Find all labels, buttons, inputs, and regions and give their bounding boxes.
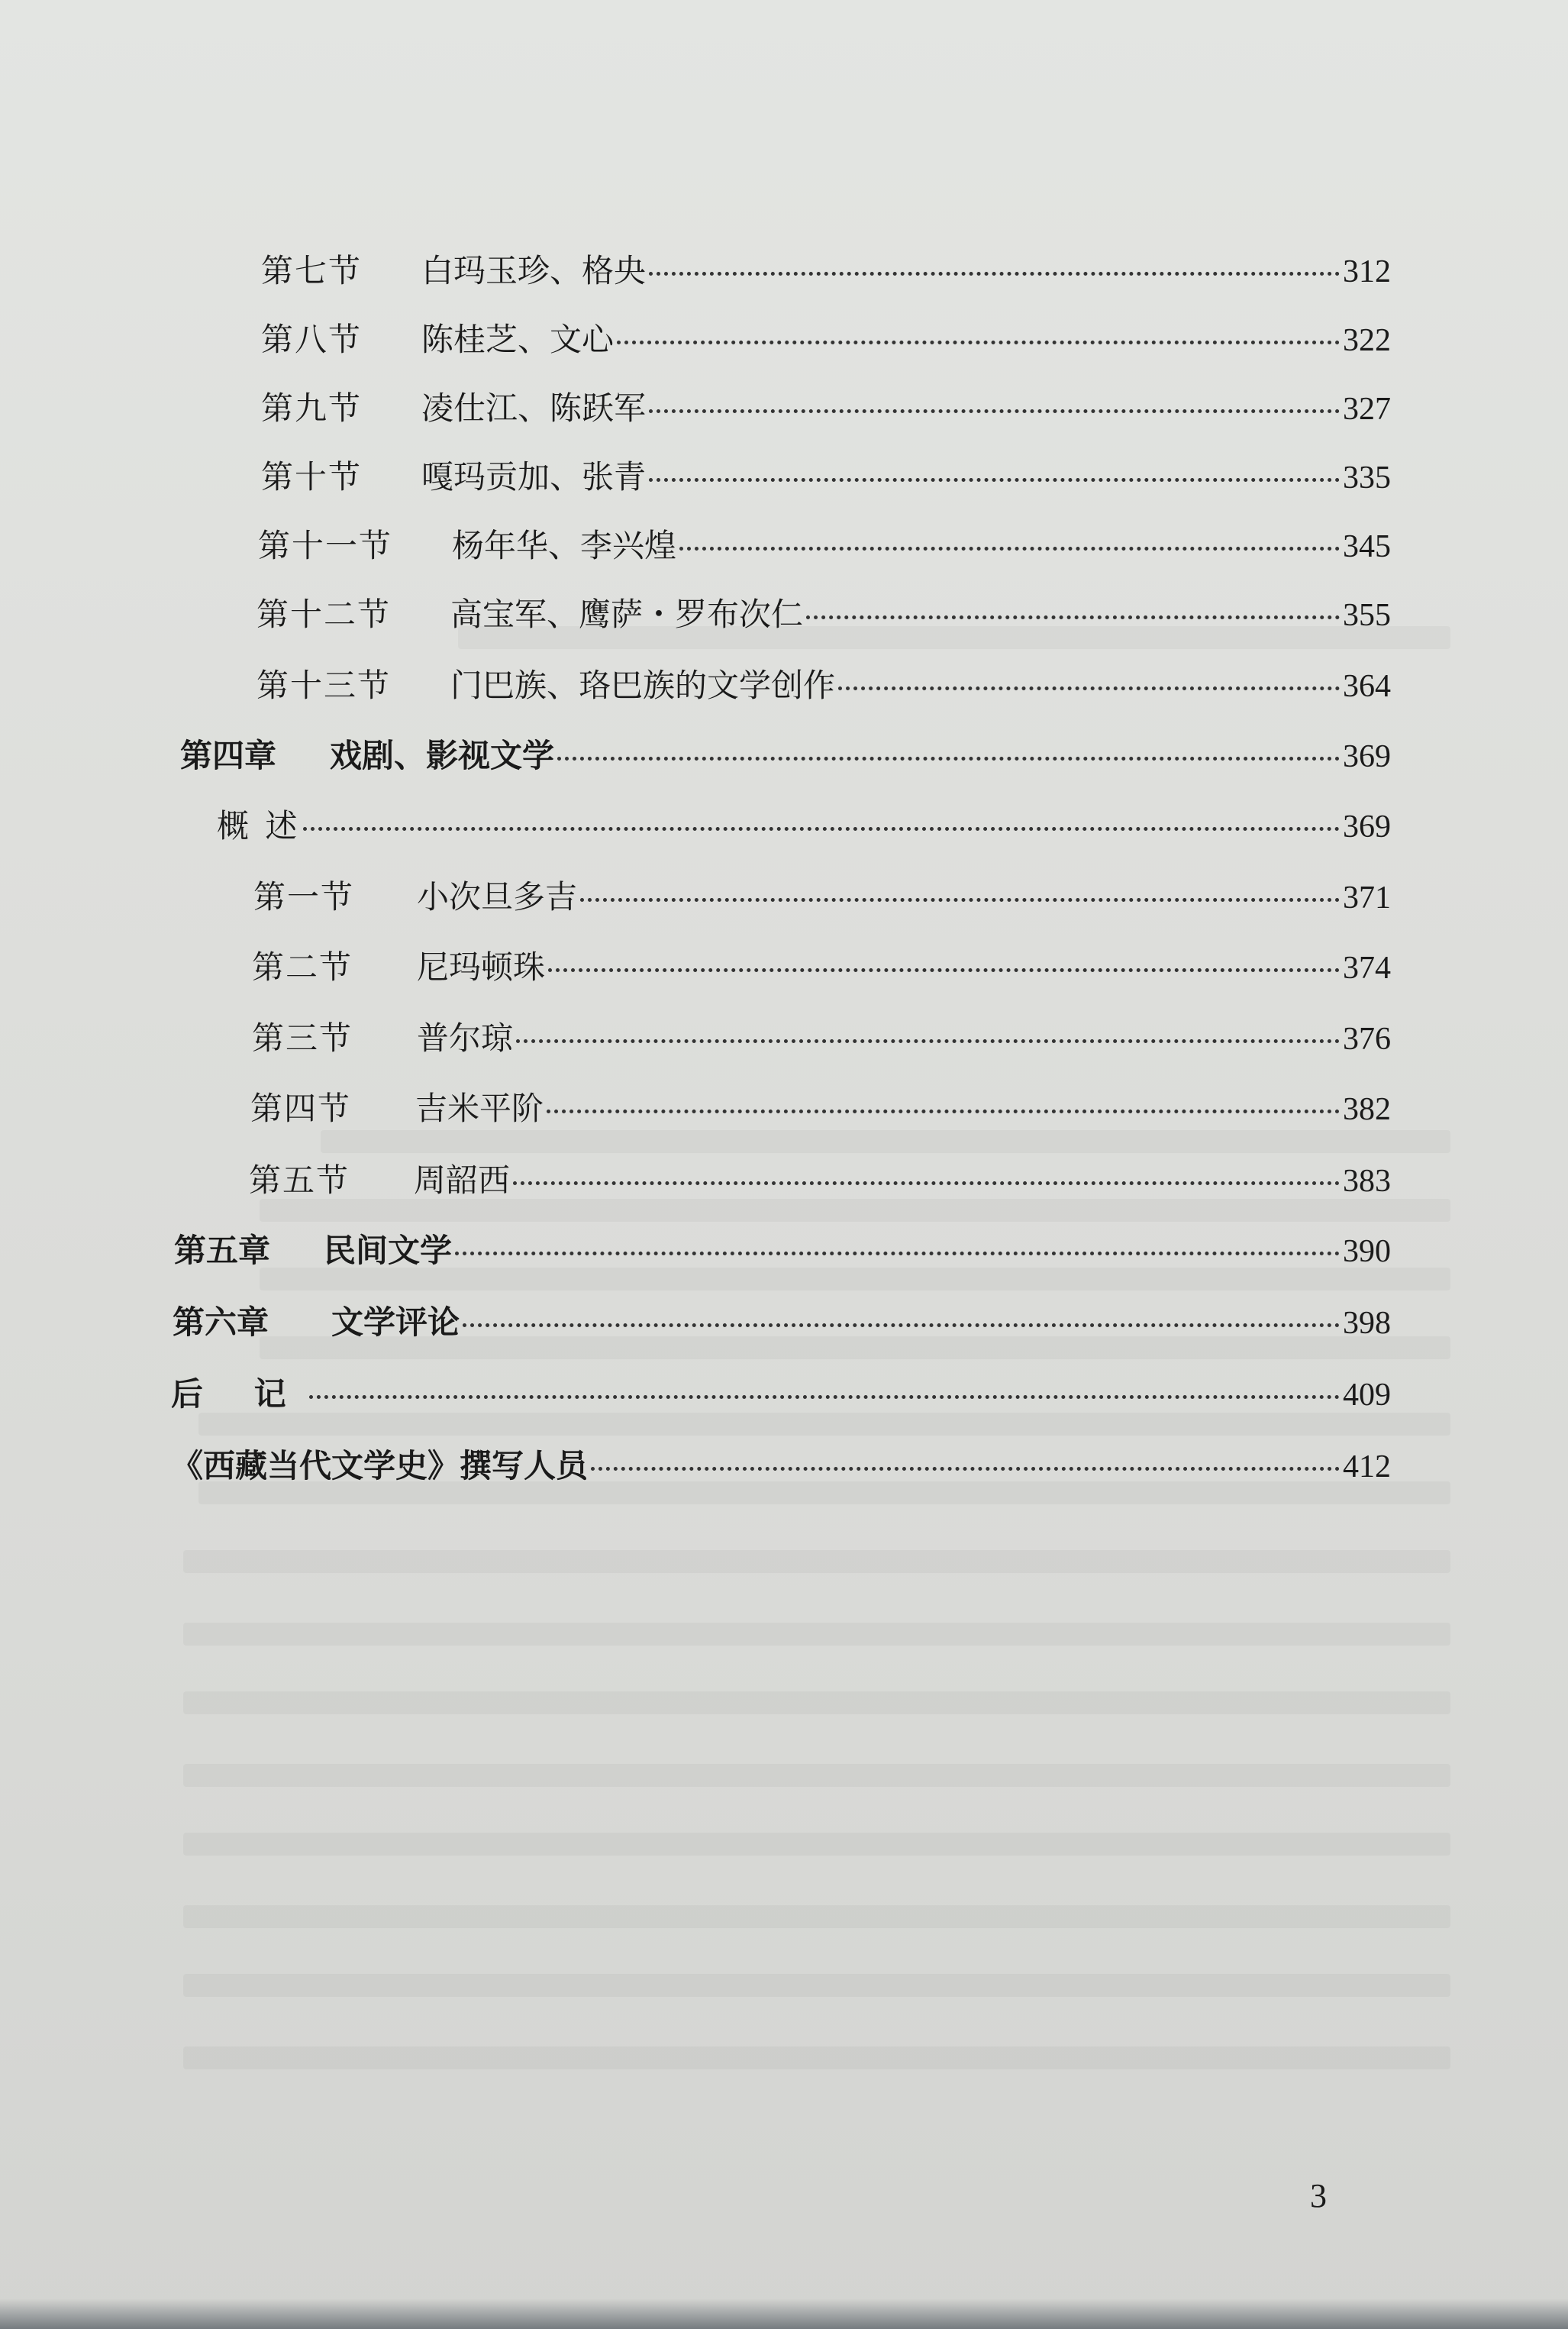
toc-section-label: 第九节 xyxy=(261,389,363,427)
toc-title: 吉米平阶 xyxy=(415,1090,544,1127)
toc-page-number: 409 xyxy=(1343,1378,1391,1413)
show-through xyxy=(183,1974,1450,1997)
toc-entry[interactable] xyxy=(253,874,1391,920)
page-edge-shadow xyxy=(0,2298,1568,2329)
toc-title: 凌仕江、陈跃军 xyxy=(421,389,647,427)
toc-section-label: 第十三节 xyxy=(256,667,392,704)
toc-leader-dots xyxy=(806,615,1340,619)
toc-entry[interactable] xyxy=(217,803,1391,849)
show-through xyxy=(183,1691,1450,1714)
toc-entry[interactable] xyxy=(250,1086,1391,1132)
toc-chapter-entry[interactable] xyxy=(173,1300,1391,1345)
page-number: 3 xyxy=(1310,2177,1327,2214)
toc-section-label: 第三节 xyxy=(252,1019,353,1057)
toc-page-number: 355 xyxy=(1343,598,1391,633)
toc-title: 陈桂芝、文心 xyxy=(421,321,615,358)
toc-leader-dots xyxy=(591,1467,1340,1471)
toc-section-label: 第二节 xyxy=(252,948,353,986)
toc-page-number: 369 xyxy=(1343,809,1391,845)
toc-entry[interactable] xyxy=(256,663,1391,709)
toc-chapter-label: 第六章 xyxy=(173,1303,269,1341)
toc-entry[interactable] xyxy=(252,1016,1391,1061)
toc-leader-dots xyxy=(463,1323,1340,1327)
toc-leader-dots xyxy=(309,1395,1340,1399)
toc-title: 周韶西 xyxy=(414,1161,511,1199)
toc-chapter-label: 第四章 xyxy=(180,737,277,774)
toc-leader-dots xyxy=(649,409,1340,413)
show-through xyxy=(321,1130,1450,1153)
toc-entry[interactable] xyxy=(249,1158,1391,1203)
toc-page-number: 390 xyxy=(1343,1234,1391,1269)
toc-title: 杨年华、李兴煌 xyxy=(452,527,677,564)
toc-section-label: 第十二节 xyxy=(256,596,392,633)
toc-page-number: 335 xyxy=(1343,460,1391,496)
toc-section-label: 第十一节 xyxy=(258,527,393,564)
toc-title: 小次旦多吉 xyxy=(417,878,578,916)
toc-chapter-entry[interactable] xyxy=(174,1228,1391,1274)
toc-leader-dots xyxy=(617,341,1340,344)
toc-page-number: 322 xyxy=(1343,323,1391,358)
show-through xyxy=(183,1550,1450,1573)
toc-title: 尼玛顿珠 xyxy=(417,948,546,986)
toc-leader-dots xyxy=(580,898,1340,902)
toc-section-label: 第八节 xyxy=(261,321,363,358)
show-through xyxy=(183,2046,1450,2069)
toc-title: 白玛玉珍、格央 xyxy=(421,252,647,289)
toc-section-label: 第五节 xyxy=(249,1161,350,1199)
toc-page-number: 398 xyxy=(1343,1306,1391,1341)
toc-chapter-entry[interactable] xyxy=(171,1371,1391,1417)
show-through xyxy=(183,1833,1450,1856)
toc-entry[interactable] xyxy=(261,248,1391,294)
toc-chapter-label: 后 记 xyxy=(171,1375,306,1413)
toc-entry[interactable] xyxy=(258,523,1391,569)
toc-leader-dots xyxy=(557,757,1340,761)
toc-title: 戏剧、影视文学 xyxy=(330,737,555,774)
toc-title: 民间文学 xyxy=(324,1232,453,1269)
toc-title: 门巴族、珞巴族的文学创作 xyxy=(450,667,836,704)
toc-title: 嘎玛贡加、张青 xyxy=(421,458,647,496)
show-through xyxy=(183,1905,1450,1928)
toc-title: 普尔琼 xyxy=(417,1019,514,1057)
toc-leader-dots xyxy=(838,686,1340,690)
toc-section-label: 第十节 xyxy=(261,458,363,496)
toc-title: 文学评论 xyxy=(331,1303,460,1341)
toc-chapter-label: 第五章 xyxy=(174,1232,271,1269)
toc-leader-dots xyxy=(649,272,1340,276)
toc-leader-dots xyxy=(513,1181,1340,1185)
toc-page-number: 376 xyxy=(1343,1022,1391,1057)
toc-leader-dots xyxy=(548,968,1340,972)
toc-leader-dots xyxy=(303,827,1340,831)
toc-chapter-label: 《西藏当代文学史》撰写人员 xyxy=(171,1447,589,1484)
toc-leader-dots xyxy=(516,1039,1340,1043)
toc-leader-dots xyxy=(679,547,1340,551)
toc-entry[interactable] xyxy=(261,386,1391,431)
toc-page-number: 382 xyxy=(1343,1092,1391,1127)
toc-page-number: 345 xyxy=(1343,529,1391,564)
toc-overview-label: 概 述 xyxy=(217,807,301,845)
toc-entry[interactable] xyxy=(256,592,1391,638)
toc-page-number: 371 xyxy=(1343,880,1391,916)
toc-entry[interactable] xyxy=(261,317,1391,363)
toc-leader-dots xyxy=(455,1252,1340,1255)
toc-leader-dots xyxy=(649,478,1340,482)
toc-entry[interactable] xyxy=(252,945,1391,990)
toc-page-number: 374 xyxy=(1343,951,1391,986)
toc-page-number: 412 xyxy=(1343,1449,1391,1484)
toc-page-number: 364 xyxy=(1343,669,1391,704)
toc-section-label: 第一节 xyxy=(253,878,355,916)
show-through xyxy=(183,1764,1450,1787)
toc-page-number: 383 xyxy=(1343,1164,1391,1199)
toc-entry[interactable] xyxy=(261,454,1391,500)
toc-section-label: 第七节 xyxy=(261,252,363,289)
toc-leader-dots xyxy=(547,1110,1340,1113)
toc-page-number: 327 xyxy=(1343,392,1391,427)
toc-page-number: 369 xyxy=(1343,739,1391,774)
show-through xyxy=(183,1623,1450,1646)
toc-chapter-entry[interactable] xyxy=(180,733,1391,779)
toc-title: 高宝军、鹰萨・罗布次仁 xyxy=(450,596,804,633)
toc-page-number: 312 xyxy=(1343,254,1391,289)
toc-chapter-entry[interactable] xyxy=(171,1443,1391,1489)
toc-section-label: 第四节 xyxy=(250,1090,352,1127)
